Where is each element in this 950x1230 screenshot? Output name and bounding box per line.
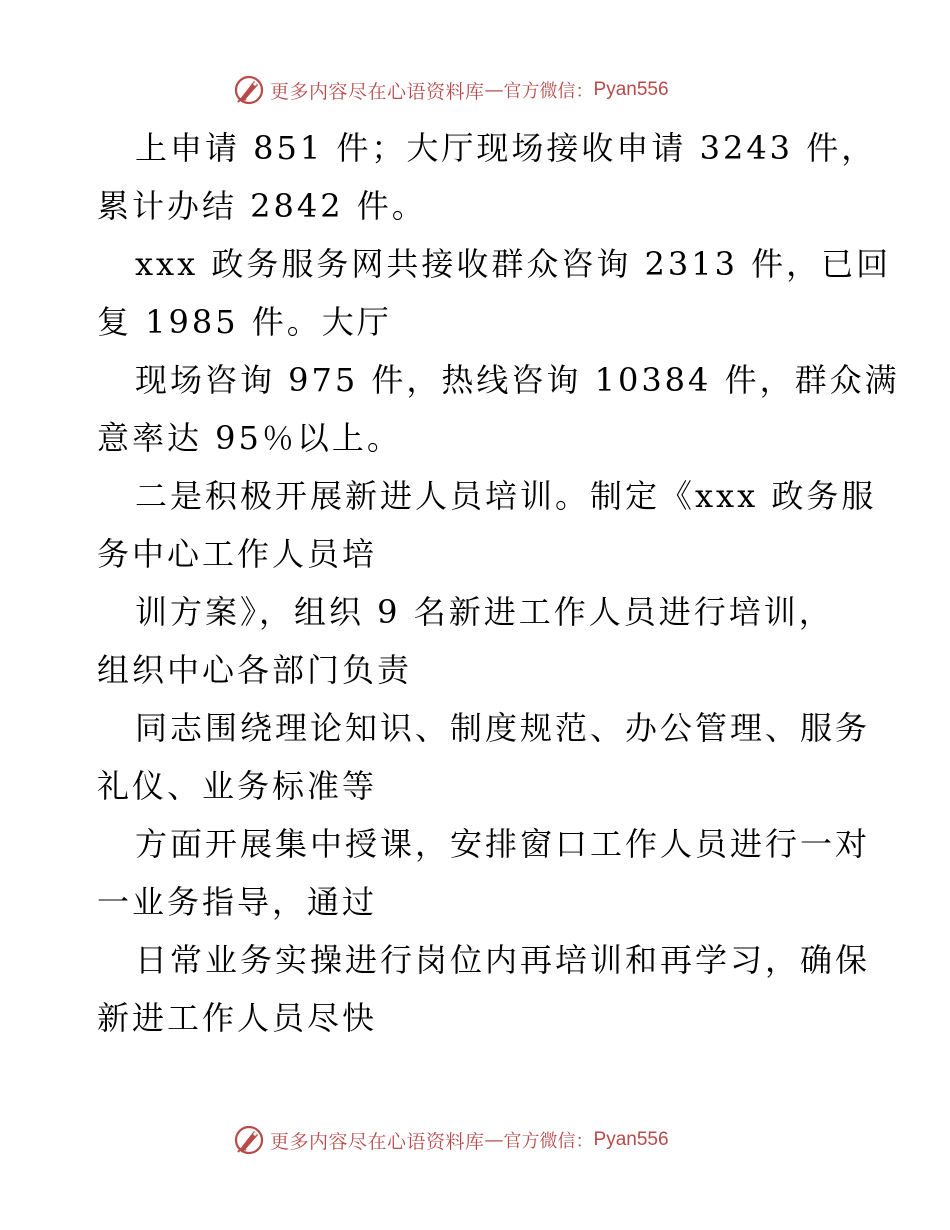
watermark-middle: 官方微信： (503, 81, 594, 102)
text-line-6: 意率达 95％以上。 (97, 419, 402, 457)
text-line-12: 礼仪、业务标准等 (97, 767, 378, 805)
watermark-id: Pyan556 (593, 79, 669, 100)
text-line-10: 组织中心各部门负责 (97, 651, 413, 689)
text-line-8: 务中心工作人员培 (97, 535, 378, 573)
text-line-16: 新进工作人员尽快 (97, 999, 378, 1037)
text-line-3: xxx 政务服务网共接收群众咨询 2313 件，已回 (135, 245, 892, 283)
text-line-11: 同志围绕理论知识、制度规范、办公管理、服务 (135, 709, 871, 747)
watermark-dash: — (484, 79, 504, 101)
text-line-14: 一业务指导，通过 (97, 883, 378, 921)
text-line-5: 现场咨询 975 件，热线咨询 10384 件，群众满 (135, 361, 900, 399)
text-line-7: 二是积极开展新进人员培训。制定《xxx 政务服 (135, 477, 877, 515)
text-line-15: 日常业务实操进行岗位内再培训和再学习，确保 (135, 941, 871, 979)
footer-watermark (232, 1122, 669, 1158)
text-line-4: 复 1985 件。大厅 (97, 303, 392, 341)
text-line-9: 训方案》，组织 9 名新进工作人员进行培训， (135, 593, 834, 631)
text-line-1: 上申请 851 件；大厅现场接收申请 3243 件， (135, 129, 877, 167)
text-line-2: 累计办结 2842 件。 (97, 187, 427, 225)
text-line-13: 方面开展集中授课，安排窗口工作人员进行一对 (135, 825, 871, 863)
pen-nib-logo-icon (232, 73, 266, 107)
watermark-middle: 官方微信： (503, 1131, 594, 1152)
header-watermark (232, 72, 669, 108)
watermark-prefix: 更多内容尽在心语资料库 (270, 80, 485, 103)
watermark-dash: — (484, 1129, 504, 1151)
watermark-id: Pyan556 (593, 1129, 669, 1150)
pen-nib-logo-icon (232, 1123, 266, 1157)
watermark-prefix: 更多内容尽在心语资料库 (270, 1130, 485, 1153)
